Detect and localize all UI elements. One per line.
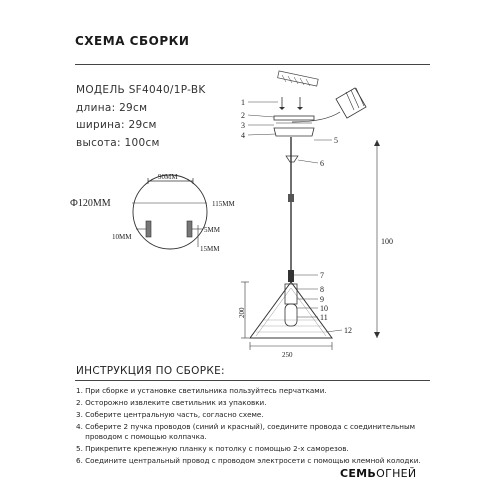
callout-10: 10 (320, 304, 328, 313)
dim-90mm: 90MM (158, 173, 178, 181)
spec-length: длина: 29см (76, 102, 148, 114)
dim-diameter: Ф120ММ (70, 198, 111, 209)
callout-7: 7 (320, 271, 324, 280)
callout-3: 3 (241, 121, 245, 130)
callout-2: 2 (241, 111, 245, 120)
dim-5mm: 5MM (204, 226, 220, 234)
spec-height: высота: 100см (76, 137, 160, 149)
instruction-step-4: 4. Соберите 2 пучка проводов (синий и красный), соедините провода с соединительным (76, 422, 416, 431)
instruction-step-2: 2. Осторожно извлеките светильник из упаковки. (76, 398, 267, 407)
callout-8: 8 (320, 285, 324, 294)
callout-6: 6 (320, 159, 324, 168)
dim-15mm: 15MM (200, 245, 220, 253)
brand-logo (340, 467, 416, 480)
callout-12: 12 (344, 326, 352, 335)
canopy-detail-drawing (70, 170, 250, 255)
instructions-divider (75, 380, 430, 381)
brand-logo-bold: СЕМЬ (340, 467, 377, 480)
instruction-step-5: 5. Прикрепите крепежную планку к потолку с помощью 2-х саморезов. (76, 444, 349, 453)
dim-shade-width: 250 (282, 351, 293, 359)
instruction-step-6: 6. Соедините центральный провод с проводом электросети с помощью клемной колодки. (76, 456, 421, 465)
dim-overall-height: 100 (381, 237, 393, 246)
instruction-step-1: 1. При сборке и установке светильника пользуйтесь перчатками. (76, 386, 327, 395)
callout-11: 11 (320, 313, 328, 322)
dim-shade-height: 200 (238, 307, 246, 318)
callout-1: 1 (241, 98, 245, 107)
ceiling-hatch (278, 71, 319, 86)
brand-logo-light: ОГНЕЙ (376, 467, 417, 480)
callout-4: 4 (241, 131, 245, 140)
lamp-assembly-drawing (230, 70, 430, 365)
instruction-step-3: 3. Соберите центральную часть, согласно схеме. (76, 410, 264, 419)
page-title: СХЕМА СБОРКИ (75, 34, 190, 48)
spec-model: МОДЕЛЬ SF4040/1P-BK (76, 84, 206, 96)
callout-5: 5 (334, 136, 338, 145)
dim-10mm: 10MM (112, 233, 132, 241)
callout-9: 9 (320, 295, 324, 304)
spec-width: ширина: 29см (76, 119, 157, 131)
instruction-step-4-cont: проводом с помощью колпачка. (76, 432, 207, 441)
title-divider (75, 64, 430, 65)
instructions-title: ИНСТРУКЦИЯ ПО СБОРКЕ: (76, 365, 225, 377)
dim-115mm: 115MM (212, 200, 235, 208)
